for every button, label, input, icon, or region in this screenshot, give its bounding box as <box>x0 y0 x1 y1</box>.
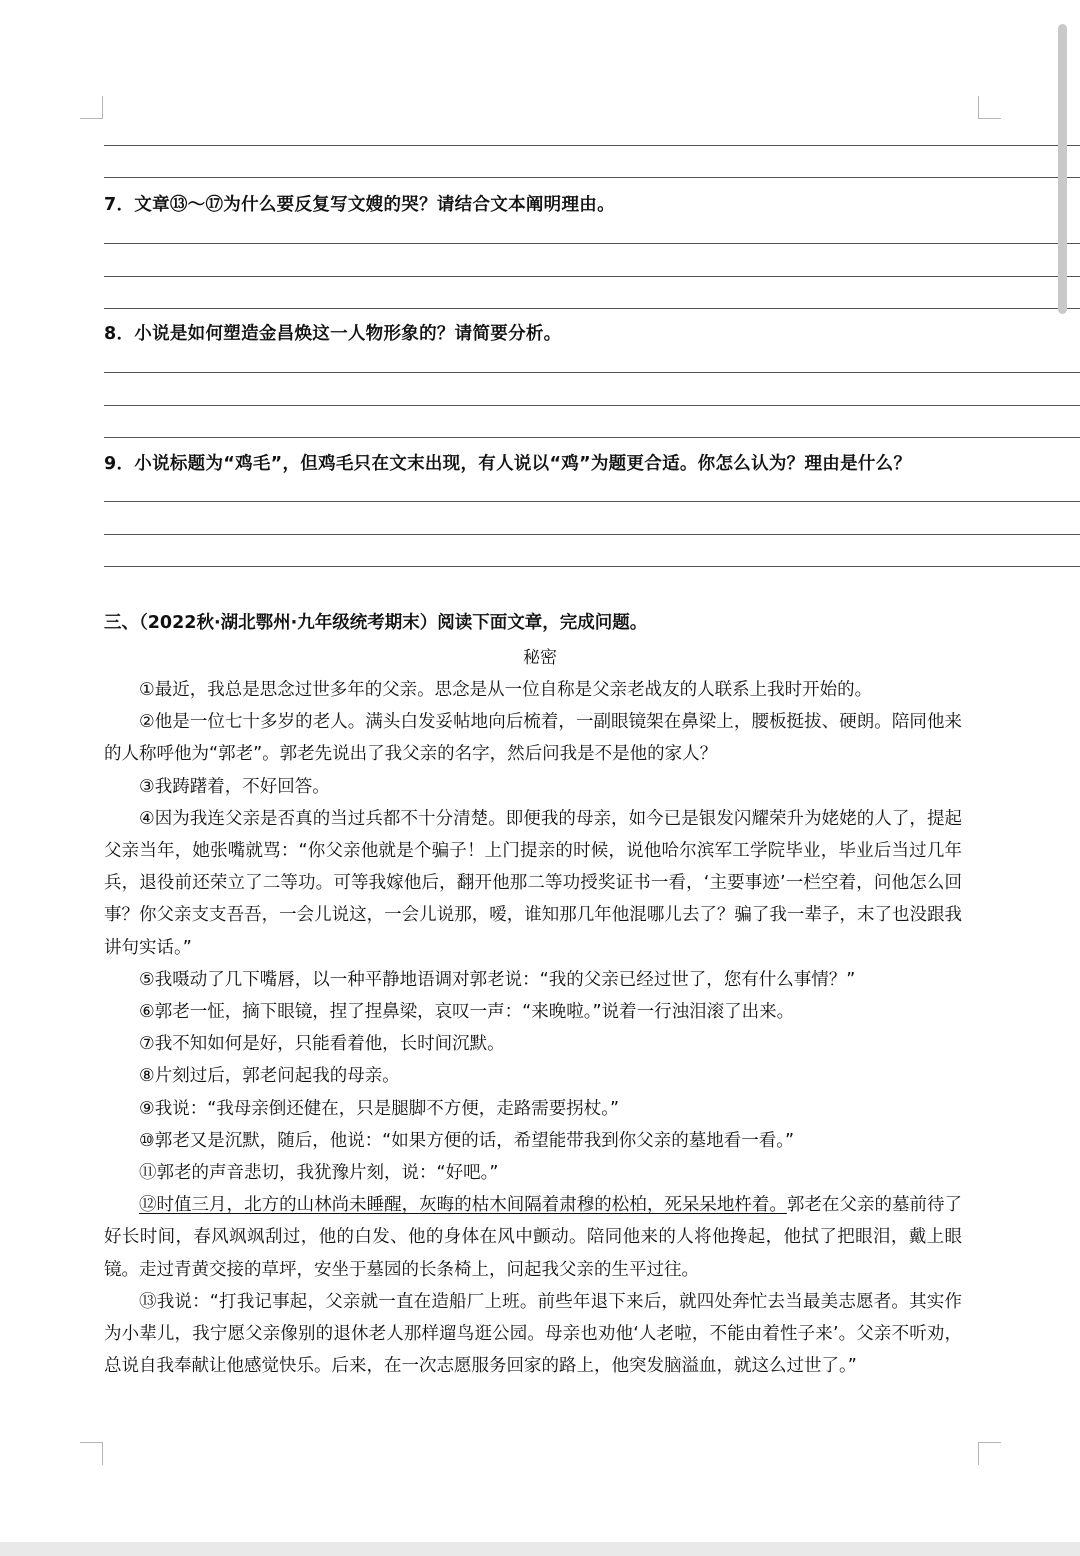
question-text: 小说是如何塑造金昌焕这一人物形象的？请简要分析。 <box>134 324 562 344</box>
page-bottom-edge <box>0 1542 1080 1556</box>
answer-line <box>104 177 1080 178</box>
article-body <box>104 674 962 1382</box>
question-number: 7． <box>104 195 135 215</box>
answer-line <box>104 437 1080 438</box>
section-heading: 三、（2022秋·湖北鄂州·九年级统考期末）阅读下面文章，完成问题。 <box>104 613 648 633</box>
question-7 <box>104 191 615 216</box>
vertical-scrollbar[interactable] <box>1056 24 1070 314</box>
answer-line <box>104 405 1080 406</box>
crop-mark-top-left <box>80 96 103 119</box>
answer-line <box>104 276 1080 277</box>
question-number: 8． <box>104 324 135 344</box>
paragraph-5: ⑤我嗫动了几下嘴唇，以一种平静地语调对郭老说：“我的父亲已经过世了，您有什么事情？” <box>139 969 856 990</box>
paragraph-7: ⑦我不知如何是好，只能看着他，长时间沉默。 <box>139 1034 505 1055</box>
question-9 <box>104 450 911 475</box>
paragraph-1: ①最近，我总是思念过世多年的父亲。思念是从一位自称是父亲老战友的人联系上我时开始的。 <box>139 680 873 700</box>
answer-line <box>104 145 1080 146</box>
question-text: 文章⑬～⑰为什么要反复写文嫂的哭？请结合文本阐明理由。 <box>134 195 615 215</box>
crop-mark-top-right <box>978 96 1001 119</box>
paragraph-4: ④因为我连父亲是否真的当过兵都不十分清楚。即便我的母亲，如今已是银发闪耀荣升为姥姥的人了，提起父亲当年，她张嘴就骂：“你父亲他就是个骗子！上门提亲的时候，说他哈尔滨军工学院毕业，毕业后当过几年兵，退役前还荣立了二等功。可等我嫁他后，翻开他那二等功授奖证书一看，‘主要事迹’一栏空着，问他怎么回事？你父亲支支吾吾，一会儿说这，一会儿说那，嗳，谁知那几年他混哪儿去了？骗了我一辈子，末了也没跟我讲句实话。” <box>104 808 962 958</box>
paragraph-9: ⑨我说：“我母亲倒还健在，只是腿脚不方便，走路需要拐杖。” <box>139 1098 620 1119</box>
answer-line <box>104 534 1080 535</box>
underlined-sentence: ⑫时值三月，北方的山林尚未睡醒，灰晦的枯木间隔着肃穆的松柏，死呆呆地杵着。 <box>139 1195 787 1216</box>
scrollbar-thumb[interactable] <box>1058 24 1067 314</box>
answer-line <box>104 566 1080 567</box>
answer-line <box>104 501 1080 502</box>
paragraph-12 <box>104 1189 962 1286</box>
paragraph-3: ③我踌躇着，不好回答。 <box>139 776 330 797</box>
paragraph-13: ⑬我说：“打我记事起，父亲就一直在造船厂上班。前些年退下来后，就四处奔忙去当最美志愿者。其实作为小辈儿，我宁愿父亲像别的退休老人那样遛鸟逛公园。母亲也劝他‘人老啦，不能由着性子来’。父亲不听劝，总说自我奉献让他感觉快乐。后来，在一次志愿服务回家的路上，他突发脑溢血，就这么过世了。” <box>104 1291 962 1377</box>
paragraph-10: ⑩郭老又是沉默，随后，他说：“如果方便的话，希望能带我到你父亲的墓地看一看。” <box>139 1130 795 1151</box>
answer-line <box>104 308 1080 309</box>
article-title: 秘密 <box>523 648 557 668</box>
answer-line <box>104 243 1080 244</box>
paragraph-12-rest: 郭老在父亲的墓前待了好长时间，春风飒飒刮过，他的白发、他的身体在风中颤动。陪同他来的人将他搀起，他拭了把眼泪，戴上眼镜。走过青黄交接的草坪，安坐于墓园的长条椅上，问起我父亲的生平过往。 <box>104 1195 963 1280</box>
paragraph-6: ⑥郭老一怔，摘下眼镜，捏了捏鼻梁，哀叹一声：“来晚啦。”说着一行浊泪滚了出来。 <box>139 1002 795 1023</box>
crop-mark-bottom-left <box>80 1442 103 1465</box>
question-number: 9． <box>104 454 135 474</box>
answer-line <box>104 372 1080 373</box>
question-8 <box>104 320 561 345</box>
crop-mark-bottom-right <box>978 1442 1001 1465</box>
paragraph-8: ⑧片刻过后，郭老问起我的母亲。 <box>139 1066 400 1087</box>
paragraph-2: ②他是一位七十多岁的老人。满头白发妥帖地向后梳着，一副眼镜架在鼻梁上，腰板挺拔、硬朗。陪同他来的人称呼他为“郭老”。郭老先说出了我父亲的名字，然后问我是不是他的家人？ <box>104 712 962 765</box>
paragraph-11: ⑪郭老的声音悲切，我犹豫片刻，说：“好吧。” <box>139 1163 499 1184</box>
question-text: 小说标题为“鸡毛”，但鸡毛只在文末出现，有人说以“鸡”为题更合适。你怎么认为？理由是什么？ <box>134 454 912 474</box>
